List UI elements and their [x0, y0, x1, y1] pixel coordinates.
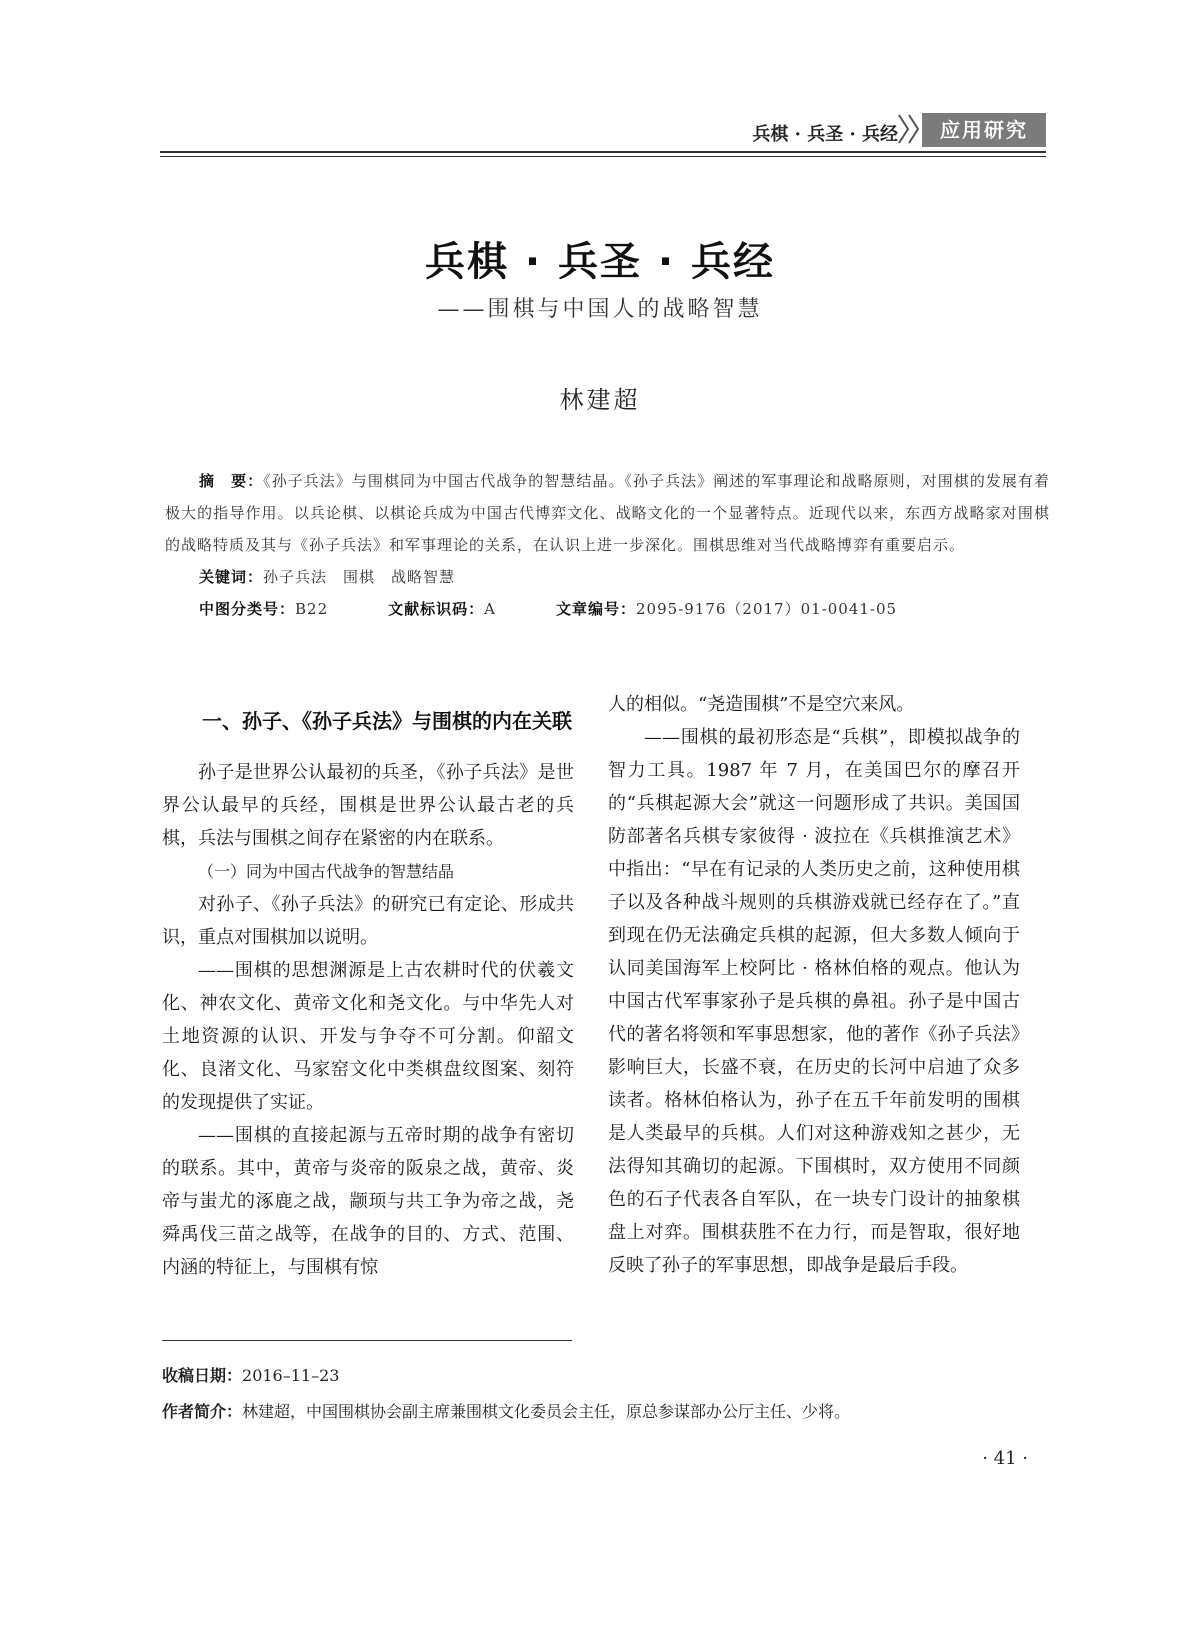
footnotes	[162, 1358, 1042, 1430]
body-paragraph: ——围棋的最初形态是“兵棋”，即模拟战争的智力工具。1987 年 7 月，在美国巴尔的摩召开的“兵棋起源大会”就这一问题形成了共识。美国国防部著名兵棋专家彼得 · 波拉在《兵棋推演艺术》中指出：“早在有记录的人类历史之前，这种使用棋子以及各种战斗规则的兵棋游戏就已经存在了。”直到现在仍无法确定兵棋的起源，但大多数人倾向于认同美国海军上校阿比 · 格林伯格的观点。他认为中国古代军事家孙子是兵棋的鼻祖。孙子是中国古代的著名将领和军事思想家，他的著作《孙子兵法》影响巨大，长盛不衰，在历史的长河中启迪了众多读者。格林伯格认为，孙子在五千年前发明的围棋是人类最早的兵棋。人们对这种游戏知之甚少，无法得知其确切的起源。下围棋时，双方使用不同颜色的石子代表各自军队，在一块专门设计的抽象棋盘上对弈。围棋获胜不在力行，而是智取，很好地反映了孙子的军事思想，即战争是最后手段。	[608, 727, 1020, 1276]
right-column	[608, 688, 1020, 1282]
bio-label: 作者简介：	[162, 1402, 243, 1421]
header-section-tag: 应用研究	[922, 113, 1046, 147]
abstract-paragraph	[165, 465, 1050, 561]
section-heading: 一、孙子、《孙子兵法》与围棋的内在关联	[202, 709, 572, 733]
received-label: 收稿日期：	[162, 1366, 243, 1385]
subsection-heading: （一）同为中国古代战争的智慧结晶	[198, 862, 455, 881]
page-number: · 41 ·	[982, 1448, 1028, 1469]
author-bio-line	[162, 1394, 1042, 1430]
footnote-rule	[162, 1340, 572, 1341]
body-paragraph: ——围棋的直接起源与五帝时期的战争有密切的联系。其中，黄帝与炎帝的阪泉之战，黄帝、炎帝与蚩尤的涿鹿之战，颛顼与共工争为帝之战，尧舜禹伐三苗之战等，在战争的目的、方式、范围、内涵的特征上，与围棋有惊	[162, 1125, 574, 1278]
clc-label: 中图分类号：	[199, 600, 296, 618]
keywords-label: 关键词：	[199, 568, 264, 586]
article-no-label: 文章编号：	[556, 600, 637, 618]
running-header	[160, 108, 1046, 152]
classification-line	[165, 593, 1050, 625]
header-rule	[160, 151, 1046, 153]
header-rule-thin	[160, 156, 1046, 157]
header-series-title: 兵棋 · 兵圣 · 兵经	[752, 124, 898, 145]
author-bio: 林建超，中国围棋协会副主席兼围棋文化委员会主任，原总参谋部办公厅主任、少将。	[242, 1402, 851, 1421]
keywords-text: 孙子兵法 围棋 战略智慧	[263, 568, 456, 586]
doc-code-label: 文献标识码：	[388, 600, 485, 618]
keywords-line	[165, 561, 1050, 593]
double-chevron-icon	[896, 112, 924, 146]
abstract-text: 《孙子兵法》与围棋同为中国古代战争的智慧结晶。《孙子兵法》阐述的军事理论和战略原则，对围棋的发展有着极大的指导作用。以兵论棋、以棋论兵成为中国古代博弈文化、战略文化的一个显著特点。近现代以来，东西方战略家对围棋的战略特质及其与《孙子兵法》和军事理论的关系，在认识上进一步深化。围棋思维对当代战略博弈有重要启示。	[165, 472, 1050, 554]
left-column	[162, 688, 574, 1284]
body-paragraph: 人的相似。“尧造围棋”不是空穴来风。	[608, 694, 915, 715]
abstract-block	[165, 465, 1050, 625]
body-paragraph: ——围棋的思想渊源是上古农耕时代的伏羲文化、神农文化、黄帝文化和尧文化。与中华先人对土地资源的认识、开发与争夺不可分割。仰韶文化、良渚文化、马家窑文化中类棋盘纹图案、刻符的发现提供了实证。	[162, 960, 574, 1113]
article-title: 兵棋 · 兵圣 · 兵经	[424, 239, 776, 285]
article-author: 林建超	[559, 386, 641, 414]
clc-value: B22	[295, 600, 329, 618]
received-date: 2016–11–23	[242, 1366, 340, 1385]
body-paragraph: 孙子是世界公认最初的兵圣，《孙子兵法》是世界公认最早的兵经，围棋是世界公认最古老的兵棋，兵法与围棋之间存在紧密的内在联系。	[162, 762, 574, 849]
doc-code-value: A	[484, 600, 496, 618]
article-no-value: 2095-9176（2017）01-0041-05	[636, 600, 898, 618]
article-subtitle: ——围棋与中国人的战略智慧	[437, 297, 763, 322]
body-paragraph: 对孙子、《孙子兵法》的研究已有定论、形成共识，重点对围棋加以说明。	[162, 894, 574, 948]
received-date-line	[162, 1358, 1042, 1394]
abstract-label: 摘 要：	[199, 472, 264, 490]
